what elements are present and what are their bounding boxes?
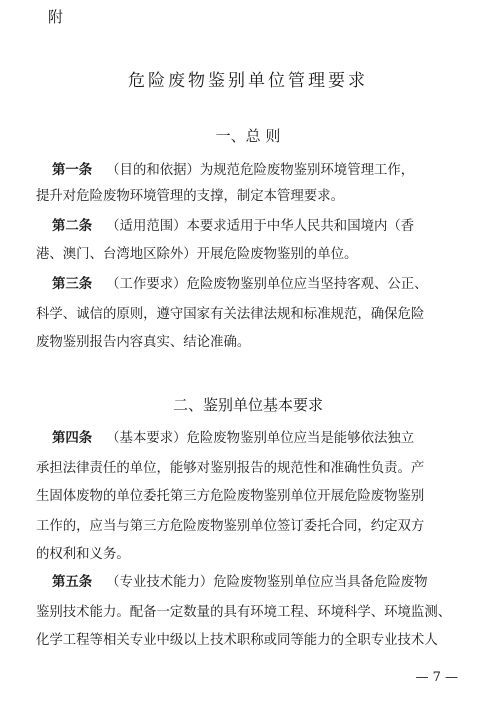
article-5-line-1: [52, 574, 460, 592]
article-3-line-1: [52, 276, 460, 294]
article-2-label: 第二条: [52, 219, 93, 234]
article-2-text-1: （适用范围）本要求适用于中华人民共和国境内（香: [106, 219, 415, 234]
article-3-text-1: （工作要求）危险废物鉴别单位应当坚持客观、公正、: [106, 277, 428, 292]
article-3-line-2: 科学、诚信的原则，遵守国家有关法律法规和标准规范，确保危险: [36, 307, 425, 322]
article-2-line-1: [52, 218, 460, 236]
article-2-line-2: 港、澳门、台湾地区除外）开展危险废物鉴别的单位。: [36, 247, 358, 262]
article-4-line-2: 承担法律责任的单位，能够对鉴别报告的规范性和准确性负责。产: [36, 461, 425, 476]
article-1-line-2: 提升对危险废物环境管理的支撑，制定本管理要求。: [36, 189, 344, 204]
attachment-label: 附: [48, 8, 64, 26]
article-4-text-1: （基本要求）危险废物鉴别单位应当是能够依法独立: [106, 431, 415, 446]
page-title: 危险废物鉴别单位管理要求: [128, 71, 368, 91]
article-3-line-3: 废物鉴别报告内容真实、结论准确。: [36, 335, 251, 350]
section-heading-basic-requirements: 二、鉴别单位基本要求: [172, 396, 323, 414]
article-4-line-3: 生固体废物的单位委托第三方危险废物鉴别单位开展危险废物鉴别: [36, 489, 425, 504]
article-4-line-5: 的权利和义务。: [36, 547, 130, 562]
article-5-text-1: （专业技术能力）危险废物鉴别单位应当具备危险废物: [106, 575, 428, 590]
article-5-label: 第五条: [52, 575, 93, 590]
article-4-line-4: 工作的，应当与第三方危险废物鉴别单位签订委托合同，约定双方: [36, 519, 425, 534]
article-1-label: 第一条: [52, 163, 93, 178]
page-number: — 7 —: [415, 670, 458, 685]
article-4-label: 第四条: [52, 431, 93, 446]
article-5-line-3: 化学工程等相关专业中级以上技术职称或同等能力的全职专业技术人: [36, 633, 438, 648]
article-1-line-1: [52, 162, 460, 180]
article-4-line-1: [52, 430, 460, 448]
article-3-label: 第三条: [52, 277, 93, 292]
article-5-line-2: 鉴别技术能力。配备一定数量的具有环境工程、环境科学、环境监测、: [36, 605, 452, 620]
section-heading-general: 一、总 则: [215, 127, 281, 145]
article-1-text-1: （目的和依据）为规范危险废物鉴别环境管理工作，: [106, 163, 415, 178]
